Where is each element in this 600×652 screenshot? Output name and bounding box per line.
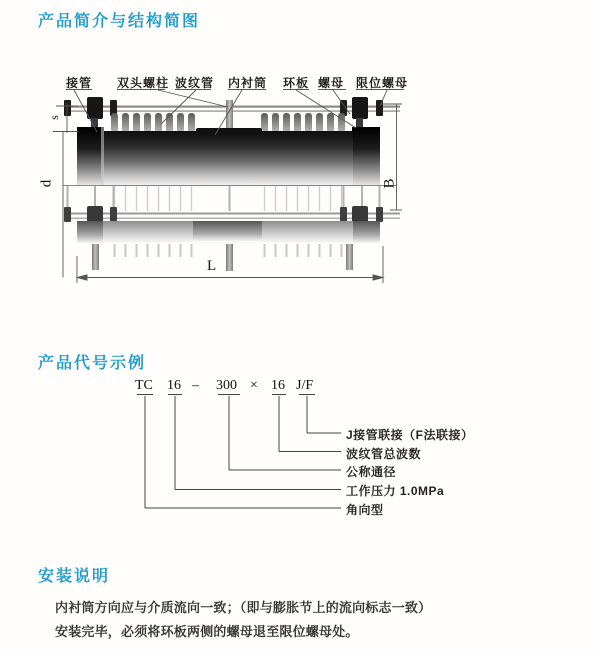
pipe-end-left	[77, 127, 104, 185]
legend-pressure: 工作压力 1.0MPa	[346, 484, 445, 498]
pipe-end-right	[352, 127, 380, 185]
legend-waves: 波纹管总波数	[346, 447, 422, 461]
joint-body	[63, 127, 398, 189]
tie-rods	[70, 106, 400, 112]
part-label-bellows: 波纹管	[175, 76, 215, 90]
dim-label-B: B	[381, 178, 398, 189]
install-note-line1: 内衬筒方向应与介质流向一致；（即与膨胀节上的流向标志一致）	[55, 600, 432, 615]
dim-label-d: d	[38, 179, 55, 188]
dim-label-L: L	[207, 258, 217, 274]
install-note-line2: 安装完毕，必须将环板两侧的螺母退至限位螺母处。	[55, 624, 359, 639]
part-label-liner: 内衬筒	[228, 76, 268, 90]
part-label-stud: 双头螺柱	[117, 76, 170, 90]
part-label-nut: 螺母	[318, 76, 345, 90]
section-title-install: 安装说明	[38, 568, 111, 585]
code-part-diameter: 300	[216, 378, 237, 393]
code-part-connection: J/F	[296, 378, 314, 393]
legend-connection: J接管联接（F法联接）	[346, 428, 474, 442]
legend-type: 角向型	[346, 503, 384, 517]
dim-label-s: s	[46, 115, 61, 120]
code-part-dash: –	[192, 378, 199, 393]
code-tree-lines	[137, 395, 341, 509]
inner-liner-top	[196, 128, 262, 135]
section-title-intro: 产品简介与结构简图	[38, 13, 201, 30]
code-part-pressure: 16	[167, 378, 181, 393]
section-title-code: 产品代号示例	[38, 355, 147, 372]
code-part-type: TC	[135, 378, 153, 393]
part-label-ring-plate: 环板	[283, 76, 310, 90]
part-label-pipe: 接管	[66, 76, 93, 90]
code-part-waves: 16	[271, 378, 285, 393]
legend-diameter: 公称通径	[346, 465, 397, 479]
part-label-limit-nut: 限位螺母	[356, 76, 409, 90]
code-part-times: ×	[250, 378, 258, 393]
